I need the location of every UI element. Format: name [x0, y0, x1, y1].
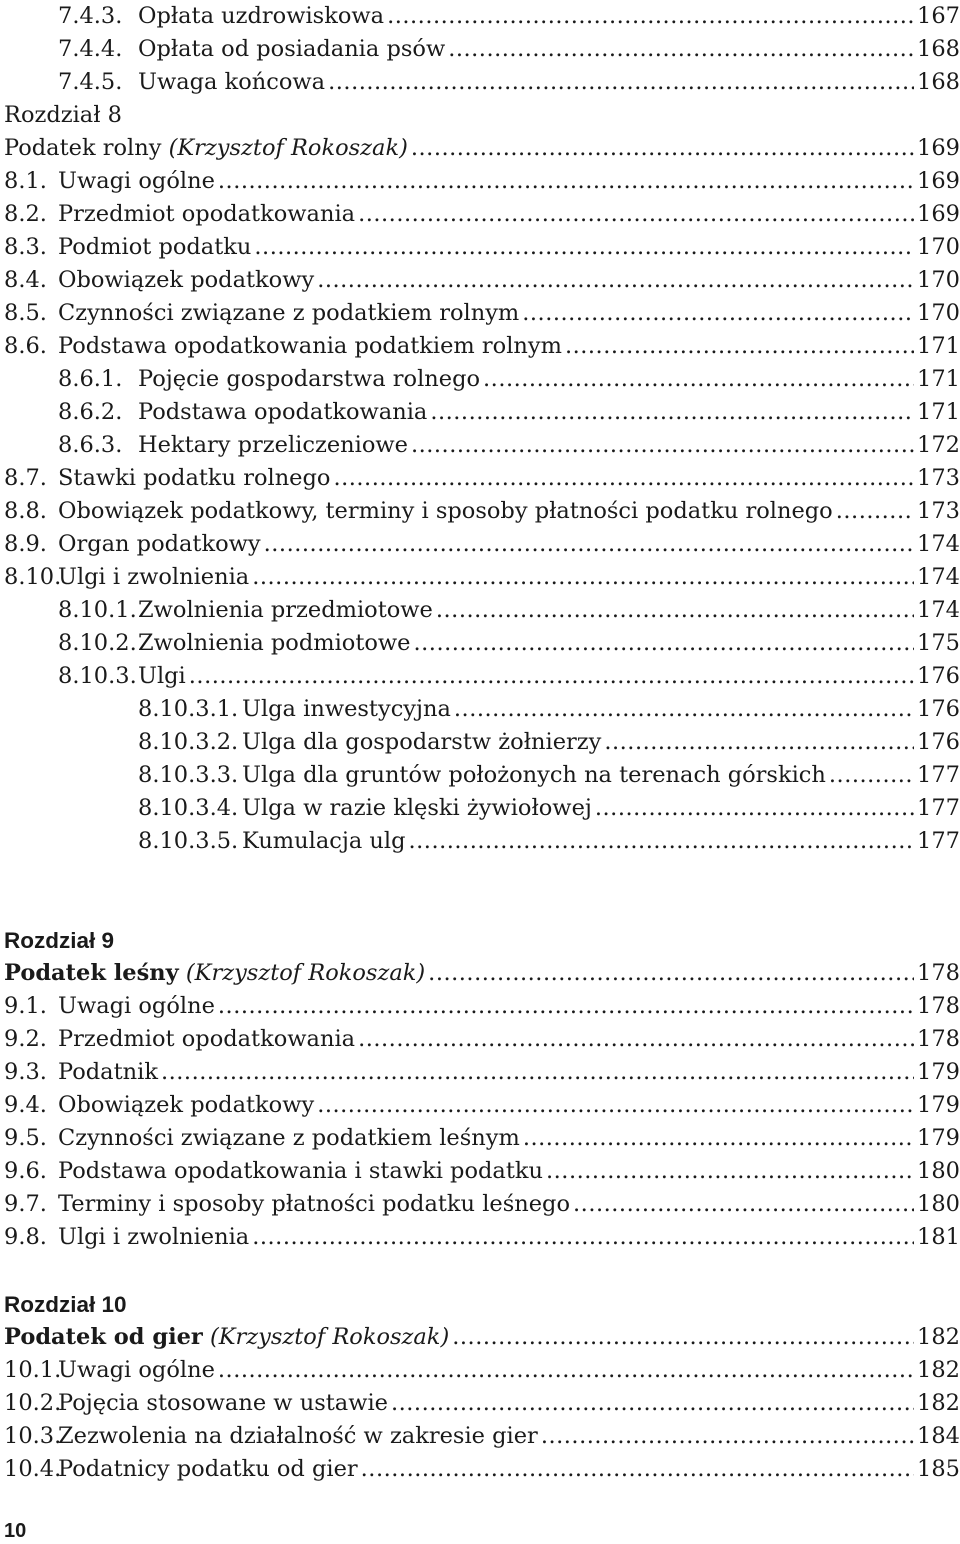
dot-leader: [391, 1387, 914, 1420]
toc-entry-number: 8.8.: [4, 498, 47, 524]
toc-entry-page: 176: [917, 729, 960, 755]
chapter-label: Rozdział 9: [4, 928, 115, 953]
toc-entry-page: 179: [917, 1125, 960, 1151]
dot-leader: [411, 429, 914, 462]
toc-entry-title-text: Czynności związane z podatkiem rolnym: [58, 300, 520, 326]
dot-leader: [254, 231, 914, 264]
dot-leader: [565, 330, 914, 363]
toc-entry-title: [138, 33, 445, 66]
dot-leader: [523, 1122, 914, 1155]
toc-entry-number: 8.3.: [4, 234, 47, 260]
toc-entry-title: [138, 363, 480, 396]
toc-entry-title: [58, 198, 355, 231]
toc-entry-title-text: Stawki podatku rolnego: [58, 465, 331, 491]
toc-entry-title-text: Uwaga końcowa: [138, 69, 326, 95]
toc-entry-title-text: Przedmiot opodatkowania: [58, 201, 356, 227]
toc-entry-title: [58, 1221, 249, 1254]
toc-entry-number: 9.1.: [4, 993, 47, 1019]
toc-entry-title: [58, 1089, 314, 1122]
toc-entry[interactable]: [0, 726, 960, 759]
dot-leader: [189, 660, 914, 693]
toc-entry-title-text: Hektary przeliczeniowe: [138, 432, 408, 458]
toc-entry[interactable]: [0, 990, 960, 1023]
toc-entry-title-text: Podatek od gier: [4, 1324, 203, 1350]
toc-entry-number: 9.5.: [4, 1125, 47, 1151]
toc-entry[interactable]: [0, 1056, 960, 1089]
dot-leader: [361, 1453, 914, 1486]
toc-entry[interactable]: [0, 957, 960, 990]
toc-entry-title: [58, 231, 251, 264]
toc-entry-page: 170: [917, 300, 960, 326]
toc-entry-number: 8.10.: [4, 564, 62, 590]
toc-entry-title-text: Zezwolenia na działalność w zakresie gier: [58, 1423, 538, 1449]
toc-entry[interactable]: [0, 33, 960, 66]
toc-entry-page: 176: [917, 663, 960, 689]
toc-entry[interactable]: [0, 825, 960, 858]
toc-entry[interactable]: [0, 1023, 960, 1056]
dot-leader: [829, 759, 914, 792]
toc-entry-title: [4, 132, 408, 165]
dot-leader: [428, 957, 914, 990]
toc-entry-title-text: Pojęcia stosowane w ustawie: [58, 1390, 388, 1416]
toc-entry[interactable]: [0, 66, 960, 99]
toc-entry-page: 179: [917, 1059, 960, 1085]
toc-entry-title-text: Ulgi i zwolnienia: [58, 564, 250, 590]
toc-entry-title: [4, 957, 425, 990]
toc-entry[interactable]: [0, 462, 960, 495]
toc-entry-author: (Krzysztof Rokoszak): [209, 1324, 450, 1350]
dot-leader: [358, 1023, 914, 1056]
toc-entry[interactable]: [0, 1387, 960, 1420]
toc-entry-number: 10.2.: [4, 1390, 62, 1416]
toc-entry-title: [4, 1321, 449, 1354]
toc-entry-title: [242, 825, 405, 858]
toc-entry-title: [138, 66, 325, 99]
chapter-label: Rozdział 10: [4, 1292, 127, 1317]
dot-leader: [328, 66, 914, 99]
toc-entry-title: [138, 660, 186, 693]
dot-leader: [218, 165, 914, 198]
toc-entry-title: [58, 1387, 388, 1420]
dot-leader: [252, 1221, 914, 1254]
toc-entry[interactable]: [0, 660, 960, 693]
toc-entry[interactable]: [0, 1155, 960, 1188]
dot-leader: [430, 396, 914, 429]
toc-entry[interactable]: [0, 330, 960, 363]
toc-entry[interactable]: [0, 759, 960, 792]
toc-entry[interactable]: [0, 297, 960, 330]
dot-leader: [541, 1420, 914, 1453]
toc-entry-page: 174: [917, 531, 960, 557]
toc-entry-title-text: Ulga w razie klęski żywiołowej: [242, 795, 592, 821]
toc-entry-number: 10.3.: [4, 1423, 62, 1449]
toc-entry-title-text: Uwagi ogólne: [58, 168, 215, 194]
dot-leader: [358, 198, 914, 231]
toc-entry-title: [58, 528, 261, 561]
toc-entry-number: 9.3.: [4, 1059, 47, 1085]
toc-entry-title-text: Uwagi ogólne: [58, 993, 215, 1019]
toc-entry-author: (Krzysztof Rokoszak): [185, 960, 426, 986]
toc-entry-title: [138, 429, 408, 462]
toc-entry-page: 174: [917, 564, 960, 590]
toc-entry-page: 173: [917, 498, 960, 524]
toc-entry-title: [58, 1188, 570, 1221]
toc-entry-number: 8.7.: [4, 465, 47, 491]
toc-entry-number: 8.10.3.5.: [138, 828, 239, 854]
toc-entry-title-text: Uwagi ogólne: [58, 1357, 215, 1383]
toc-entry-title: [242, 759, 826, 792]
toc-entry-page: 177: [917, 762, 960, 788]
dot-leader: [436, 594, 914, 627]
toc-entry-number: 8.1.: [4, 168, 47, 194]
toc-entry-page: 171: [917, 333, 960, 359]
toc-entry-title: [138, 627, 410, 660]
toc-entry[interactable]: [0, 1420, 960, 1453]
toc-entry[interactable]: [0, 231, 960, 264]
dot-leader: [448, 33, 914, 66]
toc-entry-title-text: Terminy i sposoby płatności podatku leśnego: [58, 1191, 571, 1217]
toc-entry-number: 8.10.3.: [58, 663, 137, 689]
toc-entry[interactable]: [0, 1089, 960, 1122]
toc-entry-page: 178: [917, 993, 960, 1019]
toc-entry-page: 169: [917, 201, 960, 227]
toc-entry-title: [138, 594, 433, 627]
toc-entry-title-text: Podmiot podatku: [58, 234, 252, 260]
toc-entry-title: [242, 792, 592, 825]
toc-entry[interactable]: [0, 495, 960, 528]
toc-entry-title-text: Zwolnienia przedmiotowe: [138, 597, 433, 623]
toc-entry[interactable]: [0, 528, 960, 561]
toc-entry-title: [58, 561, 249, 594]
toc-entry-number: 8.10.3.3.: [138, 762, 239, 788]
toc-entry-number: 9.7.: [4, 1191, 47, 1217]
dot-leader: [546, 1155, 914, 1188]
toc-entry-number: 8.10.3.1.: [138, 696, 239, 722]
toc-entry-page: 180: [917, 1158, 960, 1184]
toc-entry-title-text: Opłata od posiadania psów: [138, 36, 446, 62]
toc-entry-page: 175: [917, 630, 960, 656]
toc-entry-number: 8.6.2.: [58, 399, 123, 425]
toc-entry-number: 8.2.: [4, 201, 47, 227]
toc-entry-page: 177: [917, 795, 960, 821]
toc-entry-title: [58, 330, 562, 363]
toc-entry-title: [58, 462, 330, 495]
toc-entry-page: 169: [917, 168, 960, 194]
toc-entry-title: [58, 495, 833, 528]
toc-entry-page: 185: [917, 1456, 960, 1482]
toc-entry[interactable]: [0, 1122, 960, 1155]
toc-entry-title: [138, 396, 427, 429]
toc-entry-number: 8.10.1.: [58, 597, 137, 623]
toc-entry-page: 170: [917, 267, 960, 293]
chapter-label: Rozdział 8: [4, 102, 122, 128]
toc-entry-number: 8.9.: [4, 531, 47, 557]
toc-entry-page: 181: [917, 1224, 960, 1250]
spacer: [203, 1324, 210, 1350]
toc-entry-title: [58, 1122, 520, 1155]
toc-entry-number: 8.6.: [4, 333, 47, 359]
toc-entry-title-text: Przedmiot opodatkowania: [58, 1026, 356, 1052]
toc-entry-title-text: Czynności związane z podatkiem leśnym: [58, 1125, 520, 1151]
toc-entry-page: 177: [917, 828, 960, 854]
dot-leader: [454, 693, 914, 726]
toc-entry[interactable]: [0, 1188, 960, 1221]
toc-entry-page: 184: [917, 1423, 960, 1449]
spacer: [161, 135, 168, 161]
toc-entry-title-text: Kumulacja ulg: [242, 828, 406, 854]
dot-leader: [252, 561, 914, 594]
toc-entry-title: [58, 1354, 215, 1387]
toc-entry-title: [138, 0, 384, 33]
toc-entry-page: 168: [917, 69, 960, 95]
toc-entry-page: 171: [917, 366, 960, 392]
dot-leader: [333, 462, 914, 495]
toc-entry-number: 7.4.4.: [58, 36, 123, 62]
dot-leader: [836, 495, 914, 528]
toc-entry-title-text: Ulga dla gruntów położonych na terenach górskich: [242, 762, 826, 788]
toc-entry-number: 8.10.3.4.: [138, 795, 239, 821]
dot-leader: [595, 792, 914, 825]
dot-leader: [604, 726, 914, 759]
toc-entry-title: [58, 1023, 355, 1056]
toc-entry-title-text: Podstawa opodatkowania podatkiem rolnym: [58, 333, 562, 359]
toc-entry-title: [58, 264, 314, 297]
toc-entry-page: 168: [917, 36, 960, 62]
toc-entry-page: 172: [917, 432, 960, 458]
toc-entry-title-text: Pojęcie gospodarstwa rolnego: [138, 366, 481, 392]
toc-entry-number: 9.6.: [4, 1158, 47, 1184]
toc-entry[interactable]: [0, 1321, 960, 1354]
toc-entry-page: 179: [917, 1092, 960, 1118]
toc-entry[interactable]: [0, 1221, 960, 1254]
toc-entry-title: [242, 693, 451, 726]
toc-entry-title-text: Podstawa opodatkowania i stawki podatku: [58, 1158, 543, 1184]
toc-entry-page: 182: [917, 1390, 960, 1416]
dot-leader: [452, 1321, 914, 1354]
dot-leader: [387, 0, 914, 33]
toc-entry-page: 178: [917, 960, 960, 986]
toc-entry-title-text: Obowiązek podatkowy: [58, 267, 315, 293]
dot-leader: [264, 528, 914, 561]
toc-entry-number: 8.10.3.2.: [138, 729, 239, 755]
toc-entry-title-text: Podatek rolny: [4, 135, 162, 161]
toc-entry-title-text: Opłata uzdrowiskowa: [138, 3, 385, 29]
toc-entry[interactable]: [0, 198, 960, 231]
toc-entry-title: [58, 1420, 538, 1453]
toc-entry-page: 180: [917, 1191, 960, 1217]
toc-entry-number: 9.2.: [4, 1026, 47, 1052]
toc-entry-author: (Krzysztof Rokoszak): [168, 135, 408, 161]
toc-entry[interactable]: [0, 792, 960, 825]
page-number: 10: [4, 1520, 27, 1542]
dot-leader: [317, 264, 914, 297]
toc-entry[interactable]: [0, 429, 960, 462]
dot-leader: [413, 627, 914, 660]
toc-entry-page: 176: [917, 696, 960, 722]
toc-entry-title: [58, 1453, 358, 1486]
toc-entry-number: 7.4.5.: [58, 69, 123, 95]
dot-leader: [411, 132, 914, 165]
toc-entry-title-text: Ulga inwestycyjna: [242, 696, 451, 722]
toc-entry-title-text: Ulga dla gospodarstw żołnierzy: [242, 729, 602, 755]
toc-entry-page: 178: [917, 1026, 960, 1052]
toc-entry-page: 170: [917, 234, 960, 260]
toc-entry-number: 8.5.: [4, 300, 47, 326]
toc-entry-page: 182: [917, 1324, 960, 1350]
toc-entry[interactable]: [0, 165, 960, 198]
toc-entry[interactable]: [0, 132, 960, 165]
dot-leader: [218, 1354, 914, 1387]
toc-entry-number: 8.4.: [4, 267, 47, 293]
toc-entry[interactable]: [0, 627, 960, 660]
dot-leader: [408, 825, 914, 858]
toc-entry-title-text: Organ podatkowy: [58, 531, 261, 557]
toc-entry-number: 9.8.: [4, 1224, 47, 1250]
toc-entry-title-text: Obowiązek podatkowy: [58, 1092, 315, 1118]
toc-entry-title: [58, 297, 519, 330]
toc-entry-page: 169: [917, 135, 960, 161]
toc-entry-number: 10.4.: [4, 1456, 62, 1482]
toc-entry-number: 8.10.2.: [58, 630, 137, 656]
toc-entry-title: [242, 726, 601, 759]
toc-entry-number: 9.4.: [4, 1092, 47, 1118]
toc-entry-title: [58, 1056, 158, 1089]
spacer: [179, 960, 186, 986]
toc-entry-title-text: Zwolnienia podmiotowe: [138, 630, 411, 656]
dot-leader: [483, 363, 914, 396]
toc-entry-number: 8.6.1.: [58, 366, 123, 392]
dot-leader: [522, 297, 914, 330]
toc-entry-page: 182: [917, 1357, 960, 1383]
toc-entry-title-text: Podstawa opodatkowania: [138, 399, 428, 425]
toc-entry[interactable]: [0, 561, 960, 594]
toc-entry-number: 10.1.: [4, 1357, 62, 1383]
toc-entry-number: 8.6.3.: [58, 432, 123, 458]
toc-entry-title: [58, 990, 215, 1023]
toc-entry-title-text: Ulgi i zwolnienia: [58, 1224, 250, 1250]
toc-entry-title-text: Podatek leśny: [4, 960, 179, 986]
dot-leader: [218, 990, 914, 1023]
toc-entry[interactable]: [0, 0, 960, 33]
toc-entry-title: [58, 165, 215, 198]
toc-entry[interactable]: [0, 1354, 960, 1387]
toc-entry-title: [58, 1155, 543, 1188]
toc-entry[interactable]: [0, 693, 960, 726]
dot-leader: [573, 1188, 914, 1221]
toc-entry-title-text: Podatnicy podatku od gier: [58, 1456, 358, 1482]
toc-entry-title-text: Podatnik: [58, 1059, 158, 1085]
toc-entry[interactable]: [0, 1453, 960, 1486]
toc-entry-page: 174: [917, 597, 960, 623]
dot-leader: [161, 1056, 914, 1089]
toc-entry-page: 173: [917, 465, 960, 491]
toc-entry[interactable]: [0, 396, 960, 429]
toc-entry-title-text: Obowiązek podatkowy, terminy i sposoby płatności podatku rolnego: [58, 498, 833, 524]
toc-entry-title-text: Ulgi: [138, 663, 186, 689]
toc-entry[interactable]: [0, 264, 960, 297]
toc-entry[interactable]: [0, 594, 960, 627]
toc-entry-number: 7.4.3.: [58, 3, 123, 29]
toc-entry-page: 167: [917, 3, 960, 29]
dot-leader: [317, 1089, 914, 1122]
toc-entry-page: 171: [917, 399, 960, 425]
toc-entry[interactable]: [0, 363, 960, 396]
